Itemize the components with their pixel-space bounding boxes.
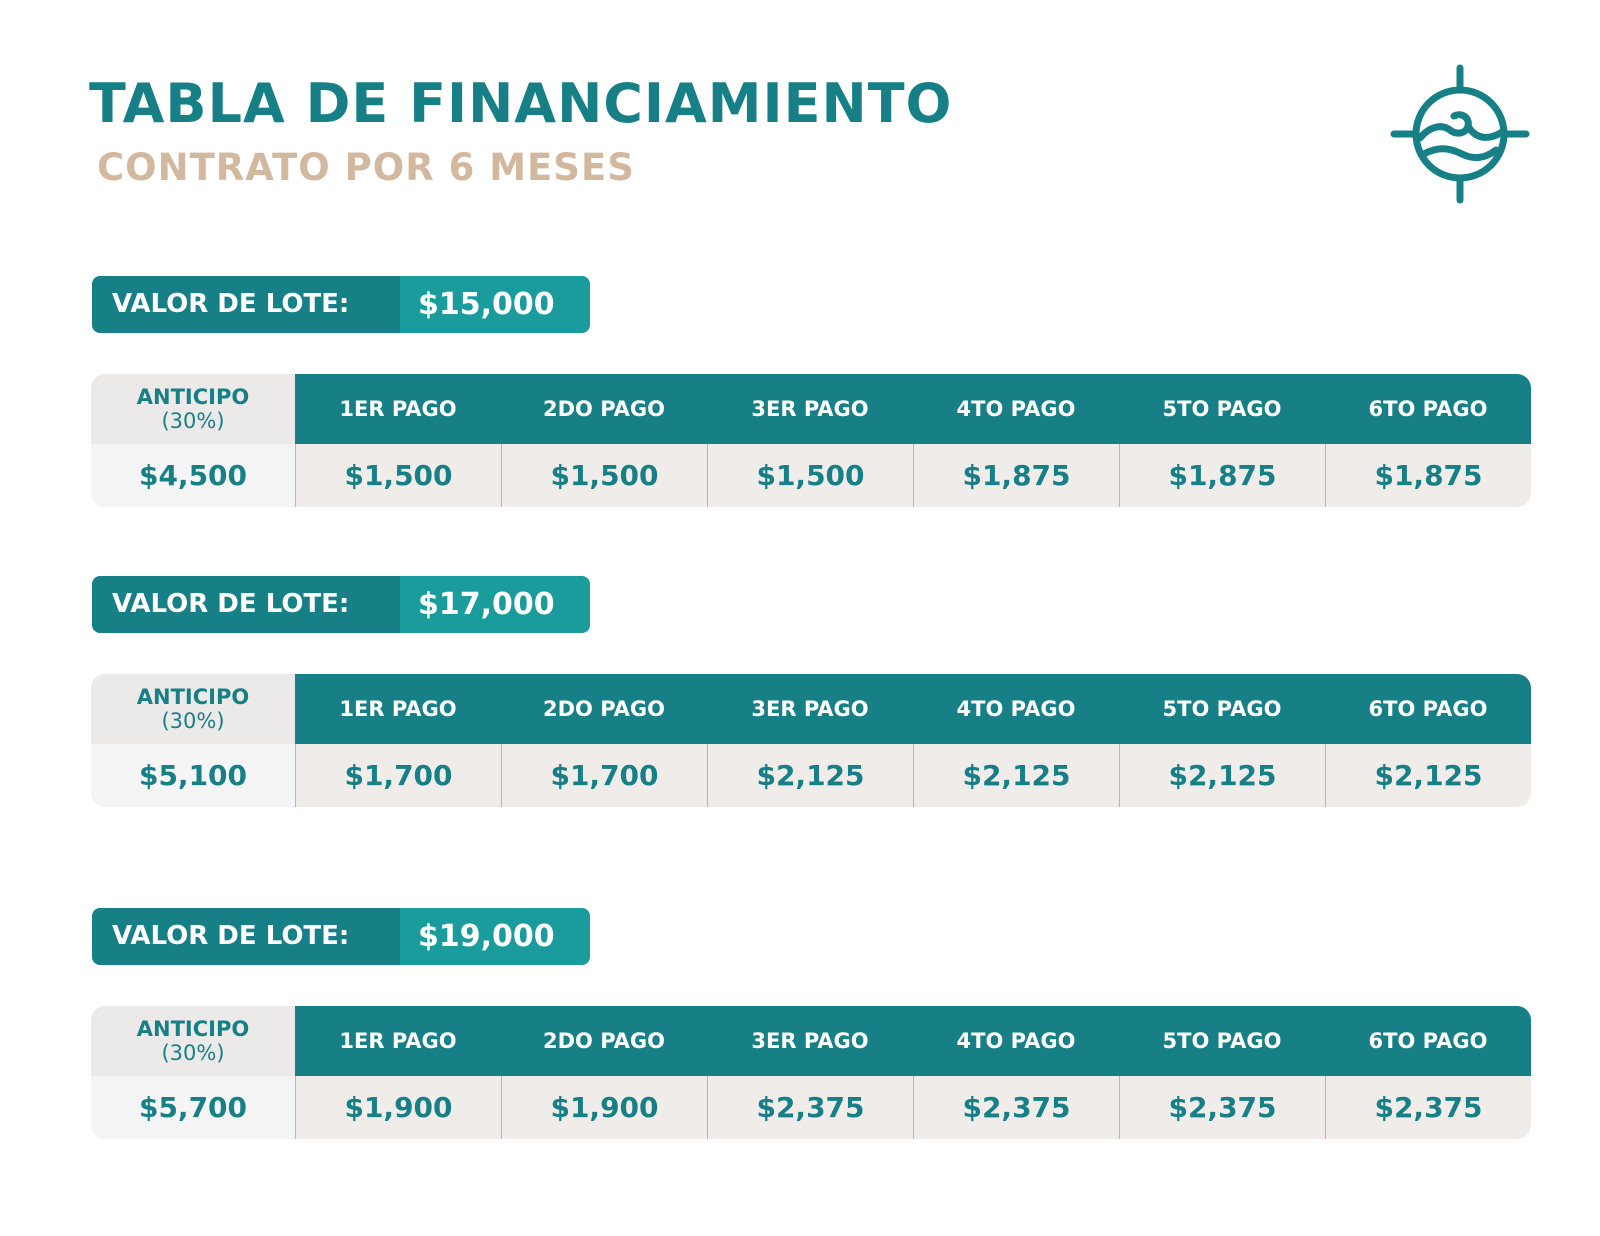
payments-columns [295,374,1531,507]
payment-value: $2,125 [1119,744,1325,807]
payment-value: $1,900 [501,1076,707,1139]
anticipo-label: ANTICIPO [136,1017,250,1041]
anticipo-value: $5,100 [91,744,295,807]
lot-value-badge [92,576,590,633]
payment-value: $2,375 [1119,1076,1325,1139]
anticipo-label: ANTICIPO [136,685,250,709]
payment-header: 5TO PAGO [1162,1029,1282,1053]
payments-columns [295,674,1531,807]
lot-value-label: VALOR DE LOTE: [92,576,400,633]
anticipo-header [91,674,295,744]
payment-value: $1,700 [501,744,707,807]
payment-header: 4TO PAGO [956,697,1076,721]
payment-header-row [295,674,1531,744]
anticipo-label: ANTICIPO [136,385,250,409]
anticipo-value: $4,500 [91,444,295,507]
payment-header: 6TO PAGO [1368,397,1488,421]
page-title: TABLA DE FINANCIAMIENTO [89,72,953,135]
payment-table [91,374,1531,507]
anticipo-percent: (30%) [161,709,225,733]
payment-value: $1,500 [707,444,913,507]
payment-header: 3ER PAGO [751,697,869,721]
payment-header: 5TO PAGO [1162,697,1282,721]
payment-table [91,674,1531,807]
lot-value-amount: $15,000 [400,276,590,333]
payments-columns [295,1006,1531,1139]
payment-header-row [295,1006,1531,1076]
payment-header: 6TO PAGO [1368,697,1488,721]
anticipo-value: $5,700 [91,1076,295,1139]
payment-header: 1ER PAGO [339,1029,457,1053]
payment-header: 4TO PAGO [956,397,1076,421]
payment-value: $2,125 [1325,744,1531,807]
lot-value-label: VALOR DE LOTE: [92,276,400,333]
payment-value: $1,500 [295,444,501,507]
payment-value-row [295,744,1531,807]
payment-header: 6TO PAGO [1368,1029,1488,1053]
anticipo-percent: (30%) [161,409,225,433]
payment-value: $2,375 [1325,1076,1531,1139]
payment-value: $1,700 [295,744,501,807]
lot-value-label: VALOR DE LOTE: [92,908,400,965]
payment-value: $2,375 [913,1076,1119,1139]
payment-header: 2DO PAGO [542,397,665,421]
payment-header: 4TO PAGO [956,1029,1076,1053]
payment-header-row [295,374,1531,444]
anticipo-column [91,374,295,507]
compass-wave-icon [1390,64,1530,204]
payment-header: 3ER PAGO [751,1029,869,1053]
anticipo-percent: (30%) [161,1041,225,1065]
payment-header: 2DO PAGO [542,697,665,721]
payment-value: $1,500 [501,444,707,507]
payment-header: 1ER PAGO [339,697,457,721]
lot-value-badge [92,908,590,965]
lot-value-amount: $17,000 [400,576,590,633]
payment-header: 3ER PAGO [751,397,869,421]
payment-value: $1,900 [295,1076,501,1139]
payment-value: $1,875 [913,444,1119,507]
anticipo-column [91,1006,295,1139]
payment-header: 5TO PAGO [1162,397,1282,421]
payment-table [91,1006,1531,1139]
anticipo-header [91,1006,295,1076]
anticipo-header [91,374,295,444]
anticipo-column [91,674,295,807]
payment-value: $2,125 [707,744,913,807]
payment-value: $1,875 [1325,444,1531,507]
lot-value-amount: $19,000 [400,908,590,965]
payment-value: $1,875 [1119,444,1325,507]
page-subtitle: CONTRATO POR 6 MESES [97,146,635,189]
payment-value: $2,375 [707,1076,913,1139]
payment-header: 2DO PAGO [542,1029,665,1053]
payment-value-row [295,1076,1531,1139]
payment-value: $2,125 [913,744,1119,807]
payment-value-row [295,444,1531,507]
lot-value-badge [92,276,590,333]
payment-header: 1ER PAGO [339,397,457,421]
